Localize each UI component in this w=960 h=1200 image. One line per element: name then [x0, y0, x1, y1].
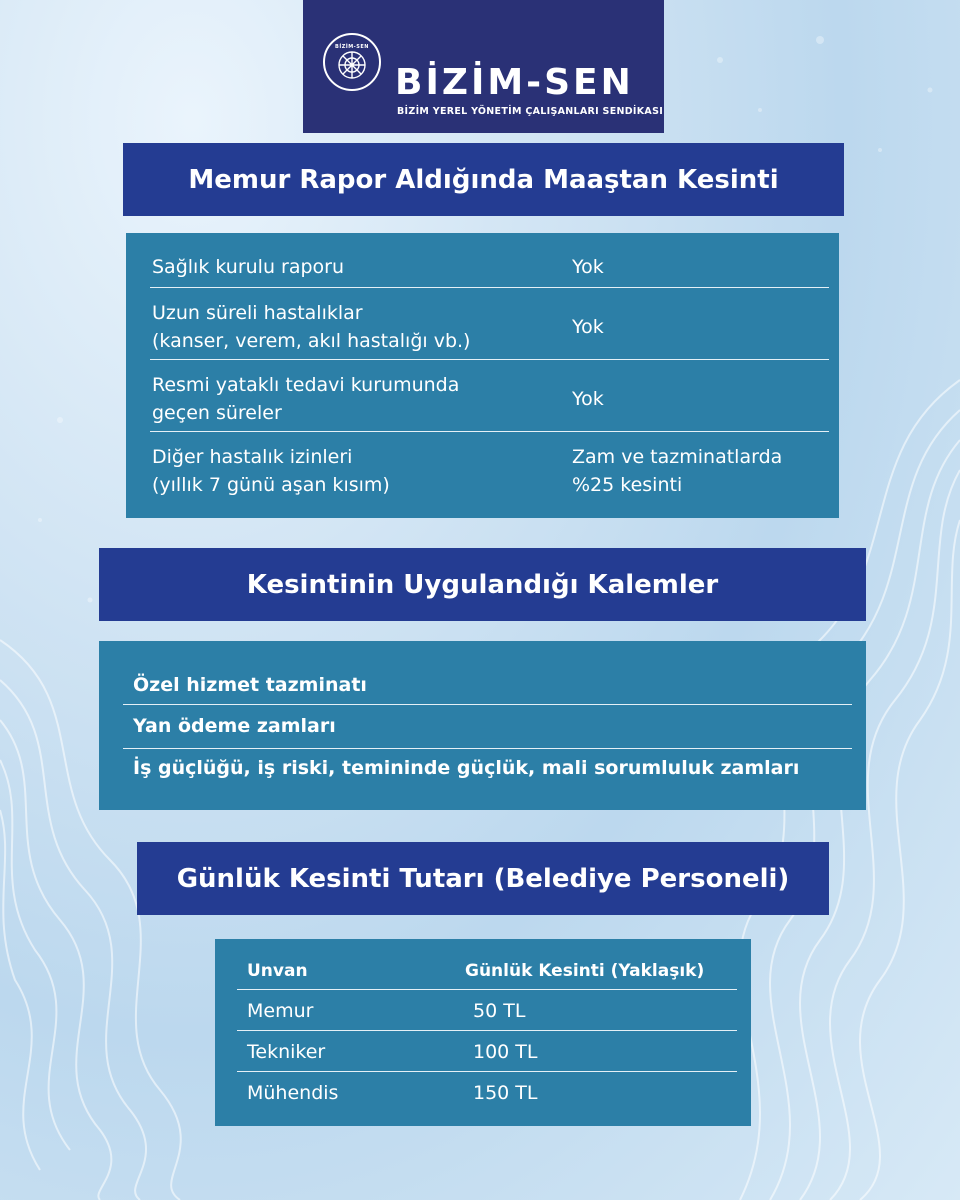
emblem-text: BİZİM-SEN	[335, 44, 369, 50]
row-value: Zam ve tazminatlarda	[572, 446, 783, 468]
table-row	[150, 431, 829, 507]
list-item	[123, 748, 852, 792]
column-header-title: Unvan	[247, 961, 308, 981]
row-label: Diğer hastalık izinleri	[152, 446, 353, 468]
row-title: Tekniker	[247, 1041, 326, 1063]
list-item-text: Özel hizmet tazminatı	[133, 674, 367, 696]
row-value-detail: %25 kesinti	[572, 474, 683, 496]
table-row	[237, 1030, 737, 1072]
table-row	[150, 247, 829, 288]
table-row	[237, 989, 737, 1031]
row-label-detail: (kanser, verem, akıl hastalığı vb.)	[152, 330, 471, 352]
brand-name: BİZİM-SEN	[395, 62, 634, 103]
brand-subtitle: BİZİM YEREL YÖNETİM ÇALIŞANLARI SENDİKASI	[397, 106, 664, 117]
row-title: Memur	[247, 1000, 314, 1022]
section3-title: Günlük Kesinti Tutarı (Belediye Personeli)	[137, 842, 829, 915]
daily-deduction-table	[215, 939, 751, 1126]
section1-title: Memur Rapor Aldığında Maaştan Kesinti	[123, 143, 844, 216]
list-item-text: Yan ödeme zamları	[133, 715, 336, 737]
row-value: Yok	[572, 316, 604, 338]
row-label-detail: geçen süreler	[152, 402, 282, 424]
list-item	[123, 661, 852, 705]
report-deduction-table	[126, 233, 839, 518]
row-value: Yok	[572, 388, 604, 410]
row-label: Resmi yataklı tedavi kurumunda	[152, 374, 460, 396]
list-item-text: İş güçlüğü, iş riski, temininde güçlük, mali sorumluluk zamları	[133, 757, 800, 779]
row-title: Mühendis	[247, 1082, 339, 1104]
deduction-items-list	[99, 641, 866, 810]
row-amount: 150 TL	[473, 1082, 538, 1104]
table-header-row	[237, 951, 737, 990]
brand-header	[303, 0, 664, 133]
column-header-amount: Günlük Kesinti (Yaklaşık)	[465, 961, 705, 981]
row-label: Sağlık kurulu raporu	[152, 256, 345, 278]
section2-title: Kesintinin Uygulandığı Kalemler	[99, 548, 866, 621]
table-row	[150, 287, 829, 360]
row-value: Yok	[572, 256, 604, 278]
list-item	[123, 704, 852, 749]
row-amount: 50 TL	[473, 1000, 526, 1022]
table-row	[237, 1071, 737, 1112]
row-amount: 100 TL	[473, 1041, 538, 1063]
row-label: Uzun süreli hastalıklar	[152, 302, 363, 324]
row-label-detail: (yıllık 7 günü aşan kısım)	[152, 474, 390, 496]
union-emblem-icon	[323, 33, 381, 91]
table-row	[150, 359, 829, 432]
